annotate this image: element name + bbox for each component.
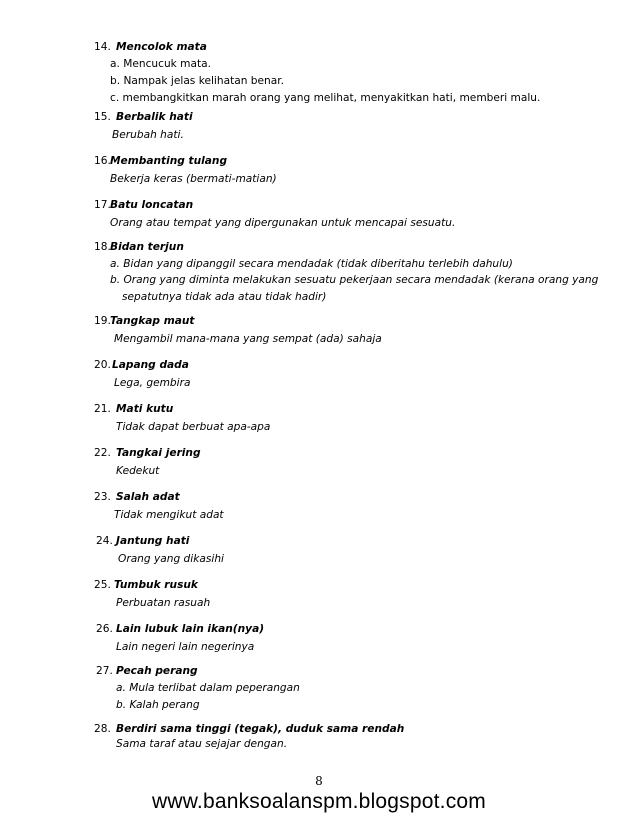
entry-line: Mengambil mana-mana yang sempat (ada) sahaja	[114, 333, 382, 345]
entry-title: Batu loncatan	[110, 199, 194, 211]
entry-title: Tumbuk rusuk	[114, 579, 198, 591]
entry-number: 15.	[94, 111, 111, 123]
entry-line: b. Nampak jelas kelihatan benar.	[110, 75, 284, 87]
entry-line: c. membangkitkan marah orang yang melihat, menyakitkan hati, memberi malu.	[110, 92, 541, 104]
entry-line: a. Mencucuk mata.	[110, 58, 212, 70]
entry-number: 23.	[94, 491, 111, 503]
entry-title: Pecah perang	[116, 665, 198, 677]
entry-number: 19.	[94, 315, 111, 327]
footer-url[interactable]: www.banksoalanspm.blogspot.com	[151, 790, 486, 813]
entry-line: sepatutnya tidak ada atau tidak hadir)	[122, 291, 327, 303]
entry-number: 25.	[94, 579, 111, 591]
entry-number: 22.	[94, 447, 111, 459]
entry-line: a. Mula terlibat dalam peperangan	[116, 682, 300, 694]
entry-line: Orang yang dikasihi	[118, 553, 224, 565]
entry-line: Lega, gembira	[114, 377, 191, 389]
entry-number: 21.	[94, 403, 111, 415]
entry-line: Lain negeri lain negerinya	[116, 641, 255, 653]
entry-number: 18.	[94, 241, 111, 253]
entry-title: Bidan terjun	[110, 241, 184, 253]
entry-line: a. Bidan yang dipanggil secara mendadak (tidak diberitahu terlebih dahulu)	[110, 258, 513, 270]
entry-number: 20.	[94, 359, 111, 371]
entry-number: 16.	[94, 155, 111, 167]
entry-title: Salah adat	[116, 491, 180, 503]
entry-number: 17.	[94, 199, 111, 211]
entry-line: Berubah hati.	[112, 129, 184, 141]
entry-title: Berdiri sama tinggi (tegak), duduk sama rendah	[116, 723, 405, 735]
page-number: 8	[315, 774, 323, 788]
entry-title: Jantung hati	[116, 535, 190, 547]
entry-line: b. Kalah perang	[116, 699, 200, 711]
entry-number: 14.	[94, 41, 111, 53]
entry-line: Sama taraf atau sejajar dengan.	[116, 738, 288, 750]
entry-title: Membanting tulang	[110, 155, 228, 167]
entry-line: Orang atau tempat yang dipergunakan untuk mencapai sesuatu.	[110, 217, 456, 229]
entry-title: Mencolok mata	[116, 41, 207, 53]
entry-line: b. Orang yang diminta melakukan sesuatu pekerjaan secara mendadak (kerana orang yang	[110, 274, 599, 286]
entry-title: Tangkai jering	[116, 447, 201, 459]
entry-title: Mati kutu	[116, 403, 174, 415]
entry-line: Tidak dapat berbuat apa-apa	[116, 421, 271, 433]
entry-line: Tidak mengikut adat	[114, 509, 224, 521]
entry-number: 28.	[94, 723, 111, 735]
entry-title: Lain lubuk lain ikan(nya)	[116, 623, 265, 635]
entry-title: Tangkap maut	[110, 315, 195, 327]
entry-number: 26.	[96, 623, 113, 635]
entry-title: Lapang dada	[112, 359, 189, 371]
entry-line: Bekerja keras (bermati-matian)	[110, 173, 277, 185]
entry-number: 27.	[96, 665, 113, 677]
entry-number: 24.	[96, 535, 113, 547]
entry-title: Berbalik hati	[116, 111, 193, 123]
entry-line: Kedekut	[116, 465, 160, 477]
entry-line: Perbuatan rasuah	[116, 597, 211, 609]
